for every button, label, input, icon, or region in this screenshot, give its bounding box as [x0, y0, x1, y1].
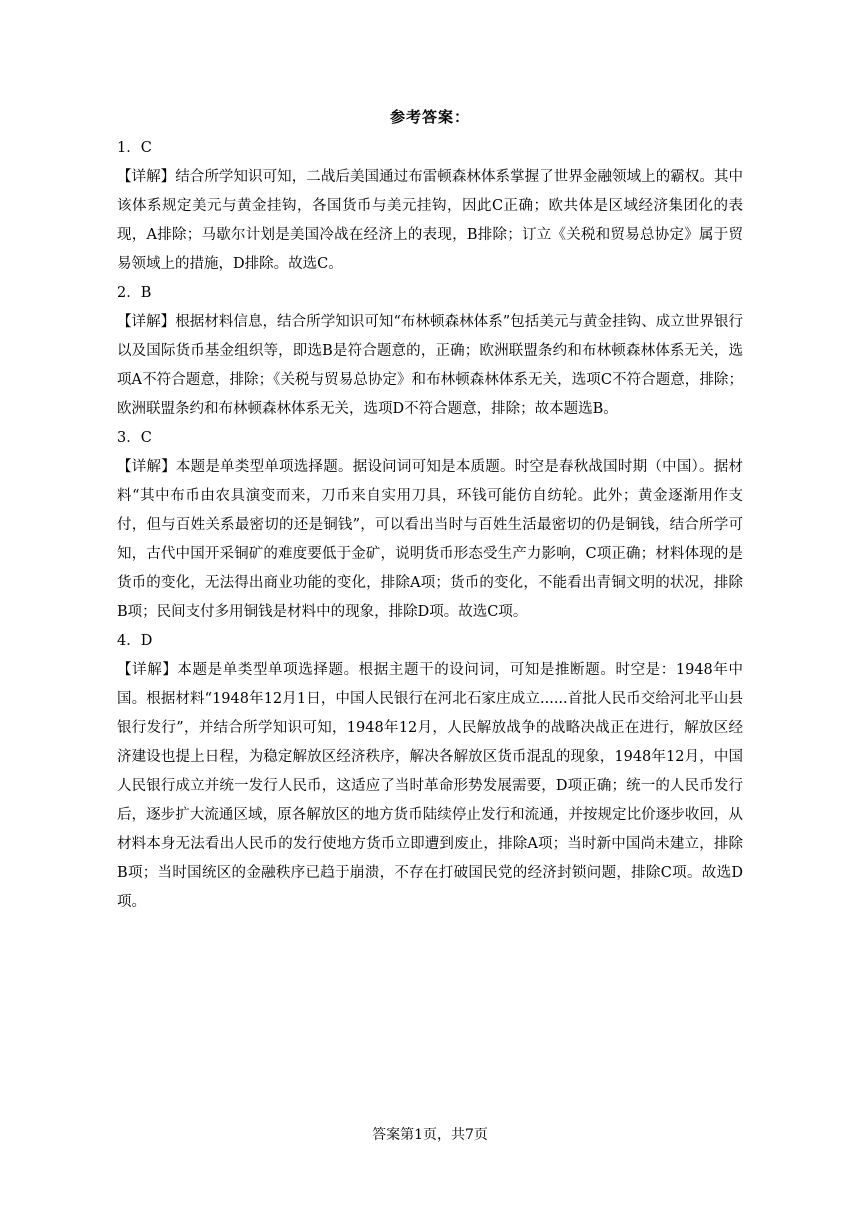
answer-number: 4．D [117, 633, 153, 649]
answer-item-3 [117, 424, 743, 627]
answer-item-2 [117, 279, 743, 424]
answer-explanation: 【详解】本题是单类型单项选择题。根据主题干的设问词，可知是推断题。时空是：1948年中国。根据材料“1948年12月1日，中国人民银行在河北石家庄成立......首批人民币交给河北平山县银行发行”，并结合所学知识可知，1948年12月，人民解放战争的战略决战正在进行，解放区经济建设也提上日程，为稳定解放区经济秩序，解决各解放区货币混乱的现象，1948年12月，中国人民银行成立并统一发行人民币，这适应了当时革命形势发展需要，D项正确；统一的人民币发行后，逐步扩大流通区域，原各解放区的地方货币陆续停止发行和流通，并按规定比价逐步收回，从材料本身无法看出人民币的发行使地方货币立即遭到废止，排除A项；当时新中国尚未建立，排除B项；当时国统区的金融秩序已趋于崩溃，不存在打破国民党的经济封锁问题，排除C项。故选D项。 [117, 662, 743, 910]
answer-explanation: 【详解】结合所学知识可知，二战后美国通过布雷顿森林体系掌握了世界金融领域上的霸权。其中该体系规定美元与黄金挂钩，各国货币与美元挂钩，因此C正确；欧共体是区域经济集团化的表现，A排除；马歇尔计划是美国冷战在经济上的表现，B排除；订立《关税和贸易总协定》属于贸易领域上的措施，D排除。故选C。 [117, 169, 743, 272]
answer-explanation: 【详解】本题是单类型单项选择题。据设问词可知是本质题。时空是春秋战国时期（中国）。据材料“其中布币由农具演变而来，刀币来自实用刀具，环钱可能仿自纺轮。此外；黄金逐渐用作支付，但与百姓关系最密切的还是铜钱”，可以看出当时与百姓生活最密切的仍是铜钱，结合所学可知，古代中国开采铜矿的难度要低于金矿，说明货币形态受生产力影响，C项正确；材料体现的是货币的变化，无法得出商业功能的变化，排除A项；货币的变化，不能看出青铜文明的状况，排除B项；民间支付多用铜钱是材料中的现象，排除D项。故选C项。 [117, 459, 743, 620]
answer-explanation: 【详解】根据材料信息，结合所学知识可知“布林顿森林体系”包括美元与黄金挂钩、成立世界银行以及国际货币基金组织等，即选B是符合题意的，正确；欧洲联盟条约和布林顿森林体系无关，选项A不符合题意，排除；《关税与贸易总协定》和布林顿森林体系无关，选项C不符合题意，排除；欧洲联盟条约和布林顿森林体系无关，选项D不符合题意，排除；故本题选B。 [117, 314, 743, 417]
answer-number: 2．B [117, 285, 152, 301]
answer-item-4 [117, 627, 743, 917]
page-title: 参考答案： [389, 108, 470, 126]
answer-list [117, 134, 743, 917]
answer-number: 1．C [117, 140, 152, 156]
answer-item-1 [117, 134, 743, 279]
answer-number: 3．C [117, 430, 152, 446]
page-footer: 答案第1页，共7页 [372, 1127, 488, 1143]
